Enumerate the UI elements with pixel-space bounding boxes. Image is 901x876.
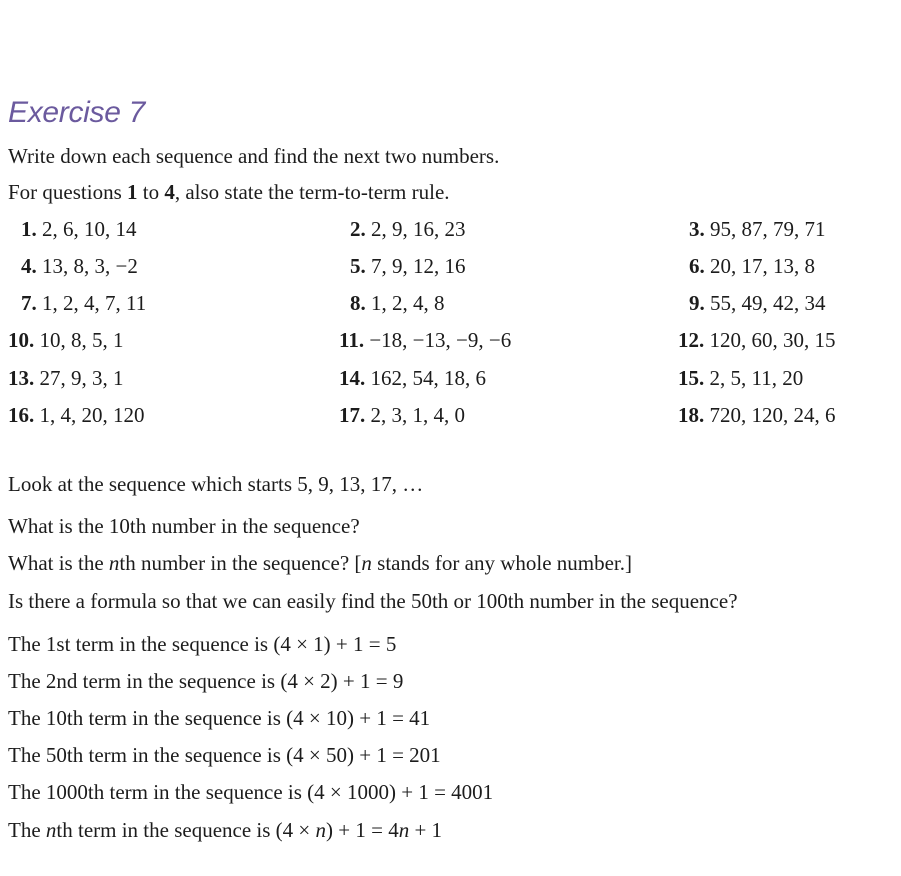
instruction-line-2: For questions 1 to 4, also state the term-to-term rule. — [8, 180, 450, 204]
term-line: The 10th term in the sequence is (4 × 10) + 1 = 41 — [8, 706, 431, 730]
question-item: 6. 20, 17, 13, 8 — [689, 254, 815, 278]
question-item: 8. 1, 2, 4, 8 — [350, 291, 445, 315]
term-line: The 1000th term in the sequence is (4 × 1000) + 1 = 4001 — [8, 780, 494, 804]
question-item: 16. 1, 4, 20, 120 — [8, 403, 145, 427]
term-line: The 2nd term in the sequence is (4 × 2) + 1 = 9 — [8, 669, 404, 693]
term-line: The 50th term in the sequence is (4 × 50) + 1 = 201 — [8, 743, 441, 767]
term-line: The 1st term in the sequence is (4 × 1) + 1 = 5 — [8, 632, 397, 656]
discussion-paragraph: What is the 10th number in the sequence? — [8, 514, 360, 538]
question-item: 2. 2, 9, 16, 23 — [350, 217, 466, 241]
exercise-title: Exercise 7 — [8, 96, 146, 129]
discussion-paragraph: Look at the sequence which starts 5, 9, 13, 17, … — [8, 472, 424, 496]
question-item: 4. 13, 8, 3, −2 — [21, 254, 138, 278]
term-line: The nth term in the sequence is (4 × n) + 1 = 4n + 1 — [8, 818, 443, 842]
question-row — [0, 216, 901, 242]
question-row — [0, 290, 901, 316]
question-item: 13. 27, 9, 3, 1 — [8, 366, 124, 390]
question-row — [0, 327, 901, 353]
question-row — [0, 402, 901, 428]
question-row — [0, 365, 901, 391]
question-item: 15. 2, 5, 11, 20 — [678, 366, 804, 390]
question-item: 14. 162, 54, 18, 6 — [339, 366, 486, 390]
question-item: 9. 55, 49, 42, 34 — [689, 291, 826, 315]
discussion-paragraph: Is there a formula so that we can easily find the 50th or 100th number in the sequence? — [8, 589, 738, 613]
question-item: 3. 95, 87, 79, 71 — [689, 217, 826, 241]
question-item: 10. 10, 8, 5, 1 — [8, 328, 124, 352]
discussion-paragraph: What is the nth number in the sequence? [n stands for any whole number.] — [8, 551, 633, 575]
question-item: 11. −18, −13, −9, −6 — [339, 328, 512, 352]
question-item: 12. 120, 60, 30, 15 — [678, 328, 836, 352]
question-item: 17. 2, 3, 1, 4, 0 — [339, 403, 465, 427]
question-item: 1. 2, 6, 10, 14 — [21, 217, 137, 241]
question-item: 7. 1, 2, 4, 7, 11 — [21, 291, 147, 315]
question-item: 18. 720, 120, 24, 6 — [678, 403, 836, 427]
question-row — [0, 253, 901, 279]
question-item: 5. 7, 9, 12, 16 — [350, 254, 466, 278]
instruction-line-1: Write down each sequence and find the next two numbers. — [8, 144, 500, 168]
